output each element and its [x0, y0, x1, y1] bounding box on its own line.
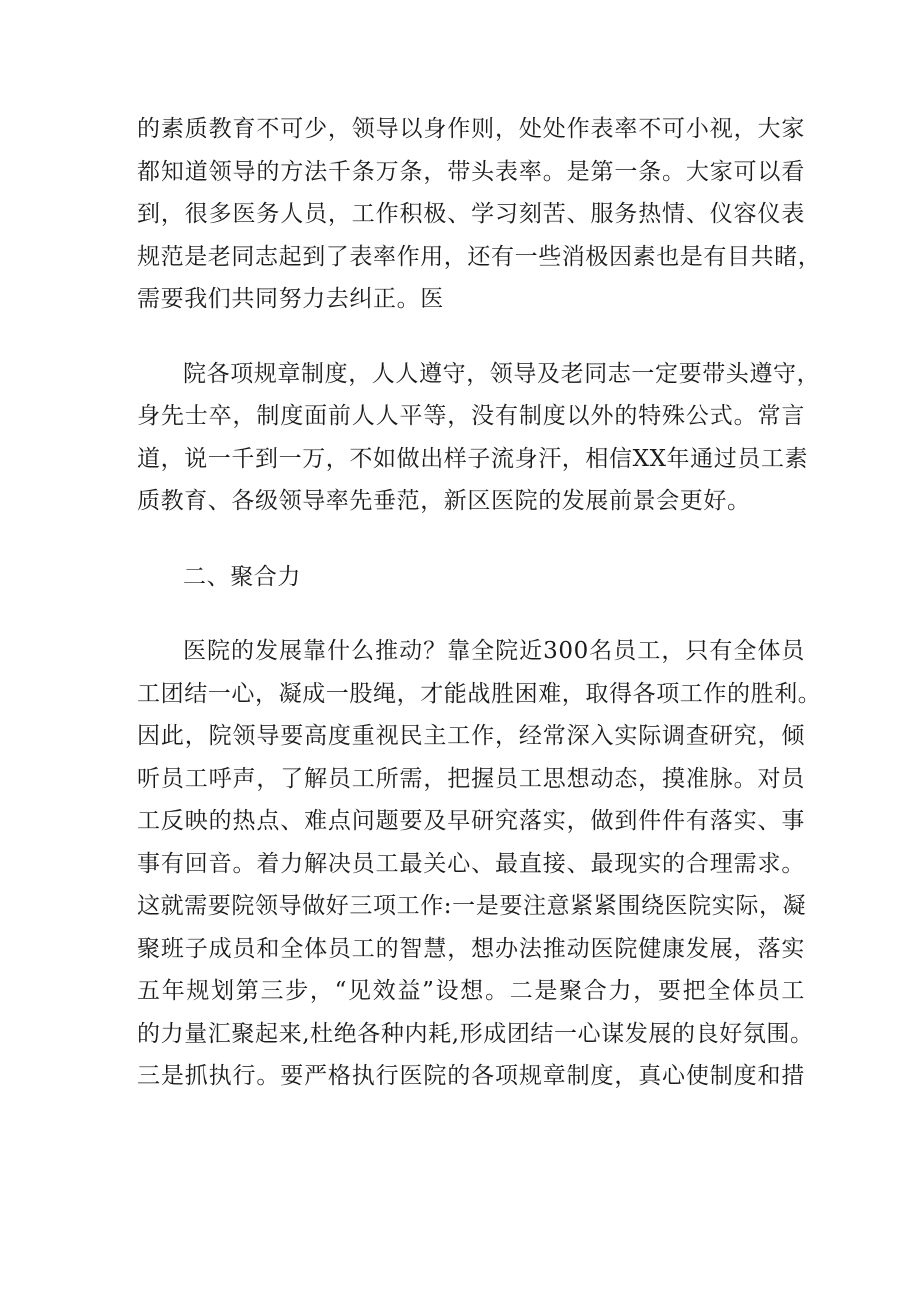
text-line: 需要我们共同努力去纠正。医 [137, 286, 444, 312]
text-line: 三是抓执行。要严格执行医院的各项规章制度，真心使制度和措 [137, 1063, 805, 1089]
paragraph-spacer [137, 523, 805, 556]
text-line: 事有回音。着力解决员工最关心、最直接、最现实的合理需求。 [137, 850, 805, 877]
text-line: 的力量汇聚起来,杜绝各种内耗,形成团结一心谋发展的良好氛围。 [137, 1020, 814, 1047]
text-line: 都知道领导的方法千条万条，带头表率。是第一条。大家可以看 [137, 158, 805, 185]
text-line: 工团结一心，凝成一股绳，才能战胜困难，取得各项工作的胜利。 [137, 680, 822, 707]
paragraph-cohesion [137, 630, 822, 1098]
text-line: 工反映的热点、难点问题要及早研究落实，做到件件有落实、事 [137, 808, 805, 834]
section-heading [137, 556, 805, 599]
text-line: 院各项规章制度，人人遵守，领导及老同志一定要带头遵守， [183, 360, 821, 387]
text-line: 这就需要院领导做好三项工作:一是要注意紧紧围绕医院实际，凝 [137, 893, 807, 919]
text-line: 因此，院领导要高度重视民主工作，经常深入实际调查研究，倾 [137, 723, 805, 749]
text-line: 听员工呼声，了解员工所需，把握员工思想动态，摸准脉。对员 [137, 765, 805, 792]
text-line: 聚班子成员和全体员工的智慧，想办法推动医院健康发展，落实 [137, 935, 805, 962]
paragraph-rules [137, 353, 821, 523]
text-line: 医院的发展靠什么推动？靠全院近300名员工，只有全体员 [183, 638, 805, 664]
paragraph-spacer [137, 598, 805, 630]
text-line: 质教育、各级领导率先垂范，新区医院的发展前景会更好。 [137, 488, 751, 514]
text-line: 规范是老同志起到了表率作用，还有一些消极因素也是有目共睹， [137, 243, 822, 270]
paragraph-spacer [137, 321, 805, 353]
text-line: 到，很多医务人员，工作积极、学习刻苦、服务热情、仪容仪表 [137, 201, 805, 227]
paragraph-leadership-example [137, 108, 822, 321]
text-line: 身先士卒，制度面前人人平等，没有制度以外的特殊公式。常言 [137, 403, 805, 429]
section-heading-text: 二、聚合力 [183, 563, 301, 590]
text-line: 的素质教育不可少，领导以身作则，处处作表率不可小视，大家 [137, 116, 805, 142]
text-line: 道，说一千到一万，不如做出样子流身汗，相信XX年通过员工素 [137, 445, 809, 472]
document-body [137, 108, 822, 1098]
text-line: 五年规划第三步，“见效益”设想。二是聚合力，要把全体员工 [137, 978, 805, 1004]
